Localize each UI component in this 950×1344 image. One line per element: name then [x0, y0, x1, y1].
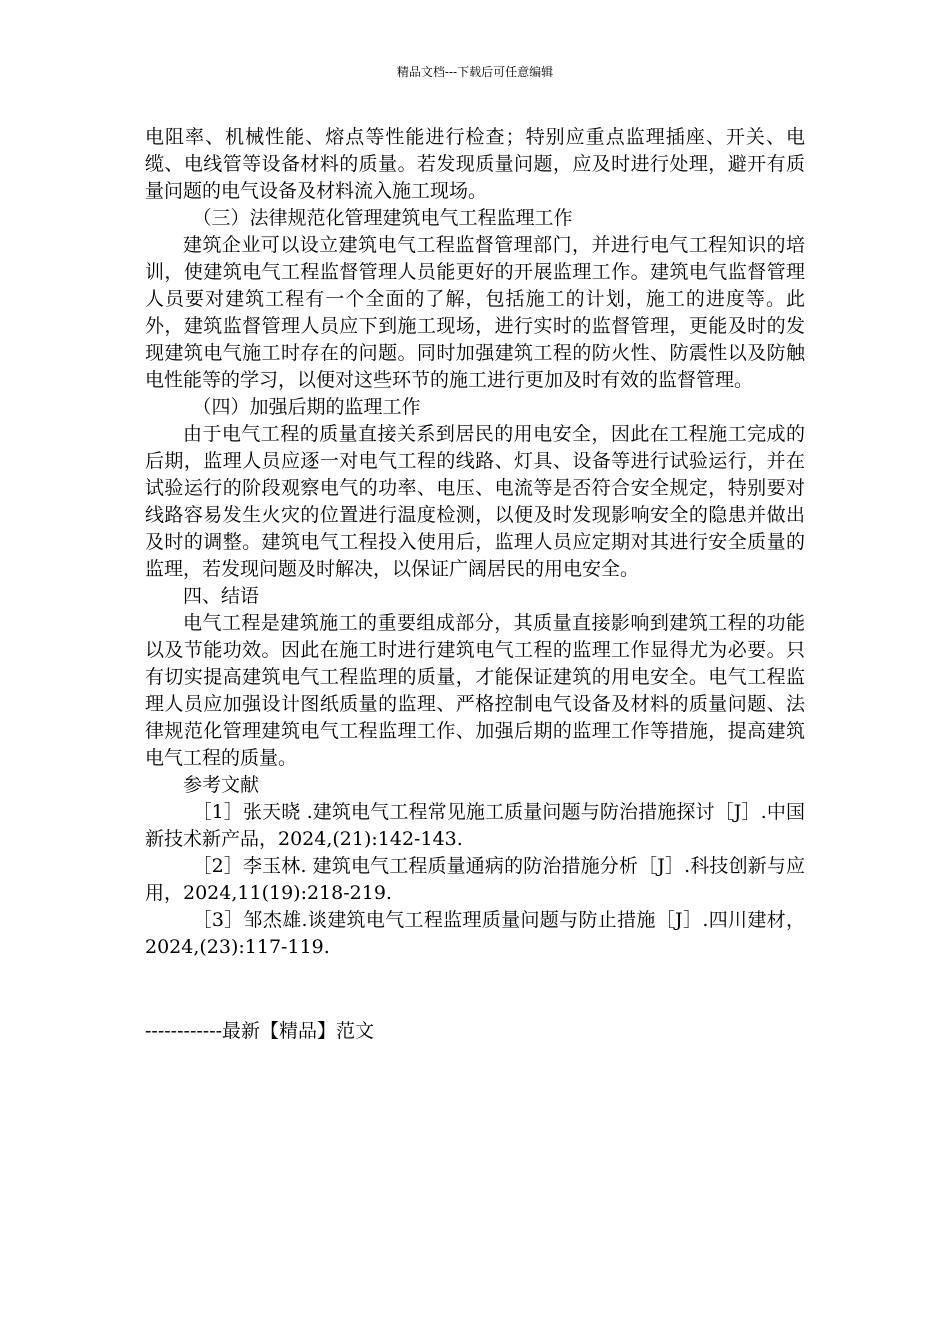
section-heading-3: （三）法律规范化管理建筑电气工程监理工作	[192, 207, 573, 229]
page-header: 精品文档---下载后可任意编辑	[396, 65, 554, 79]
reference-item: ［1］张天晓 .建筑电气工程常见施工质量问题与防治措施探讨［J］.中国新技术新产品，2024,(21):142-143.	[145, 801, 805, 850]
paragraph-later-supervision: 由于电气工程的质量直接关系到居民的用电安全，因此在工程施工完成的后期，监理人员应逐一对电气工程的线路、灯具、设备等进行试验运行，并在试验运行的阶段观察电气的功率、电压、电流等是否符合安全规定，特别要对线路容易发生火灾的位置进行温度检测，以便及时发现影响安全的隐患并做出及时的调整。建筑电气工程投入使用后，监理人员应定期对其进行安全质量的监理，若发现问题及时解决，以保证广阔居民的用电安全。	[145, 423, 805, 580]
reference-item: ［2］李玉林. 建筑电气工程质量通病的防治措施分析［J］.科技创新与应用，2024,11(19):218-219.	[145, 855, 805, 904]
conclusion-heading: 四、结语	[183, 585, 260, 607]
page-footer: ------------最新【精品】范文	[145, 1020, 375, 1042]
paragraph-materials-inspection: 电阻率、机械性能、熔点等性能进行检查；特别应重点监理插座、开关、电缆、电线管等设备材料的质量。若发现质量问题，应及时进行处理，避开有质量问题的电气设备及材料流入施工现场。	[145, 126, 805, 202]
document-body	[145, 124, 805, 961]
section-heading-4: （四）加强后期的监理工作	[192, 396, 421, 418]
references-heading: 参考文献	[183, 774, 260, 796]
paragraph-legal-management: 建筑企业可以设立建筑电气工程监督管理部门，并进行电气工程知识的培训，使建筑电气工程监督管理人员能更好的开展监理工作。建筑电气监督管理人员要对建筑工程有一个全面的了解，包括施工的计划，施工的进度等。此外，建筑监督管理人员应下到施工现场，进行实时的监督管理，更能及时的发现建筑电气施工时存在的问题。同时加强建筑工程的防火性、防震性以及防触电性能等的学习，以便对这些环节的施工进行更加及时有效的监督管理。	[145, 234, 805, 391]
paragraph-conclusion: 电气工程是建筑施工的重要组成部分，其质量直接影响到建筑工程的功能以及节能功效。因此在施工时进行建筑电气工程的监理工作显得尤为必要。只有切实提高建筑电气工程监理的质量，才能保证建筑的用电安全。电气工程监理人员应加强设计图纸质量的监理、严格控制电气设备及材料的质量问题、法律规范化管理建筑电气工程监理工作、加强后期的监理工作等措施，提高建筑电气工程的质量。	[145, 612, 805, 769]
reference-item: ［3］邹杰雄.谈建筑电气工程监理质量问题与防止措施［J］.四川建材，2024,(23):117-119.	[145, 909, 805, 958]
